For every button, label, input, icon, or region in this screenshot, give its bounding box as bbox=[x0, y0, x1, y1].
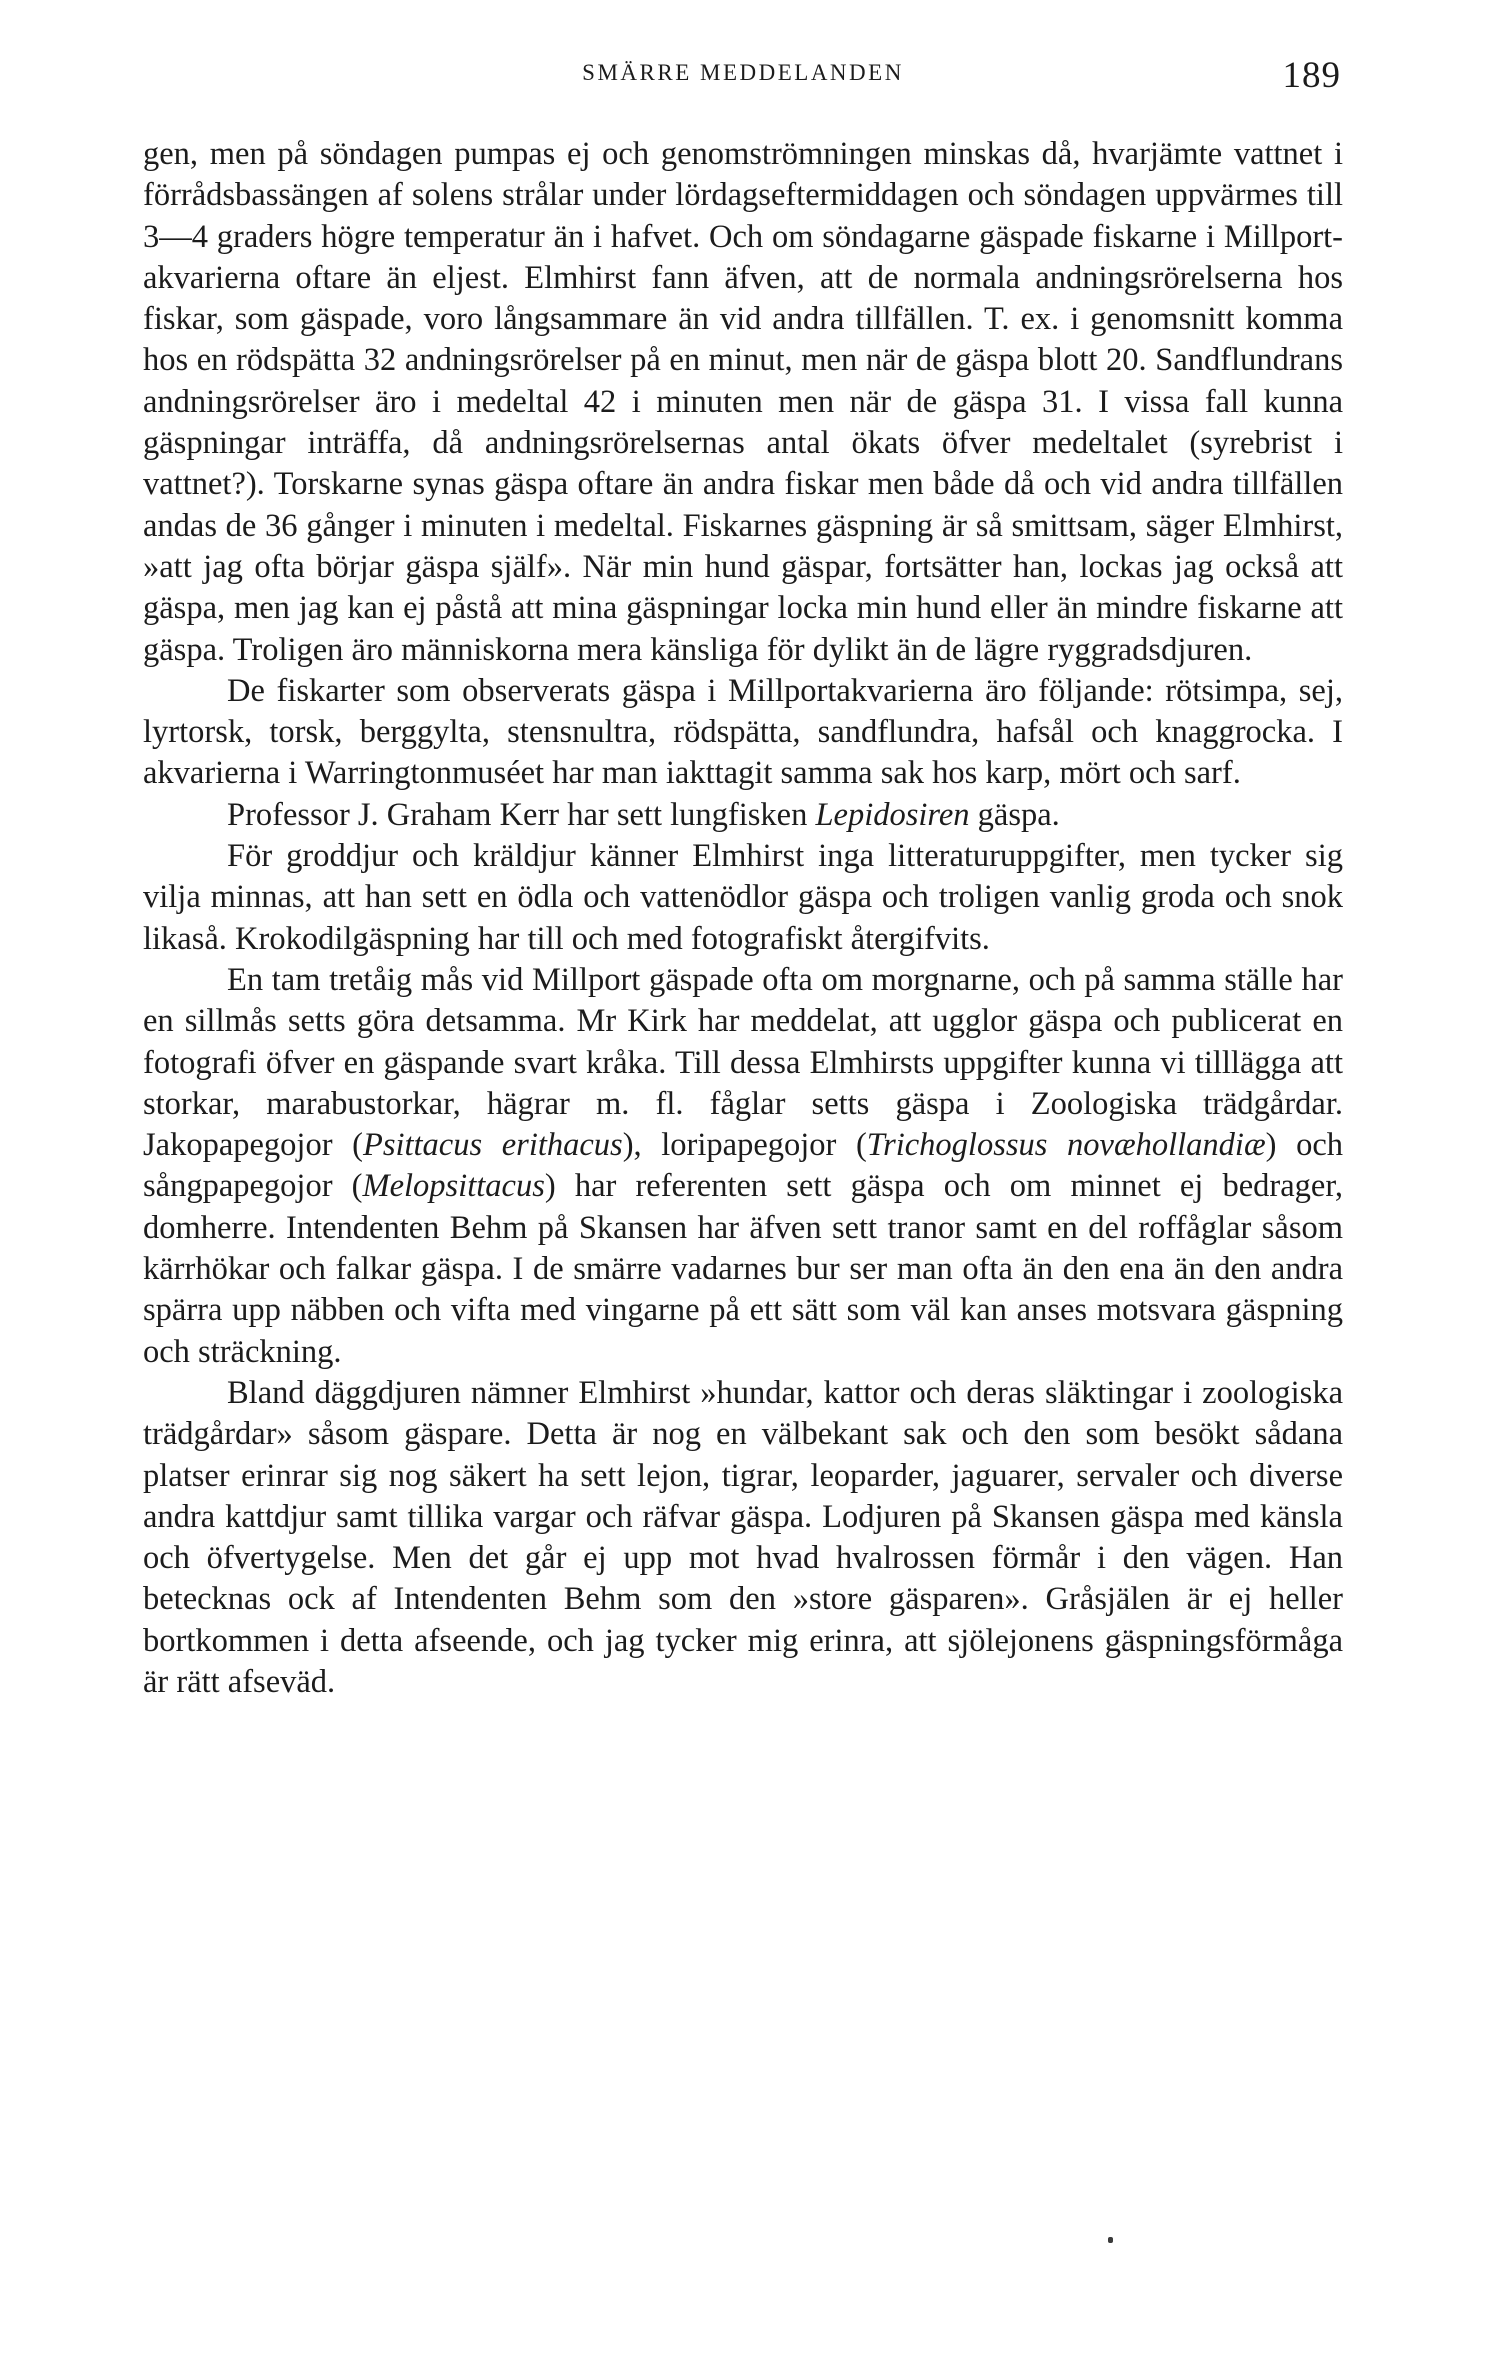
paragraph-4: För groddjur och kräldjur känner Elmhirst inga litteraturuppgifter, men tycker sig vilja minnas, att han sett en ödla och vattenödlor gäspa och troligen vanlig groda och snok likaså. Krokodilgäspning har till och med fotografiskt återgifvits. bbox=[143, 838, 1343, 957]
paragraph-5-text-2: ), loripapegojor ( bbox=[622, 1127, 867, 1164]
paragraph-5 bbox=[143, 960, 1343, 1373]
ink-speck-mark bbox=[1108, 2237, 1113, 2243]
running-title: SMÄRRE MEDDELANDEN bbox=[582, 60, 904, 85]
paragraph-3 bbox=[143, 795, 1343, 836]
paragraph-1: gen, men på söndagen pumpas ej och genomströmningen minskas då, hvarjämte vattnet i förrådsbassängen af solens strålar under lördagseftermiddagen och söndagen uppvärmes till 3—4 graders högre temperatur än i hafvet. Och om söndagarne gäspade fiskarne i Millport-akvarierna oftare än eljest. Elmhirst fann äfven, att de normala andningsrörelserna hos fiskar, som gäspade, voro långsammare än vid andra tillfällen. T. ex. i genomsnitt komma hos en rödspätta 32 andningsrörelser på en minut, men när de gäspa blott 20. Sandflundrans andningsrörelser äro i medeltal 42 i minuten men när de gäspa 31. I vissa fall kunna gäspningar inträffa, då andningsrörelsernas antal ökats öfver medeltalet (syrebrist i vattnet?). Torskarne synas gäspa oftare än andra fiskar men både då och vid andra tillfällen andas de 36 gånger i minuten i medeltal. Fiskarnes gäspning är så smittsam, säger Elmhirst, »att jag ofta börjar gäspa själf». När min hund gäspar, fortsätter han, lockas jag också att gäspa, men jag kan ej påstå att mina gäspningar locka min hund eller än mindre fiskarne att gäspa. Troligen äro människorna mera känsliga för dylikt än de lägre ryggradsdjuren. bbox=[143, 136, 1343, 668]
paragraph-5-text-1: En tam tretåig mås vid Millport gäspade ofta om morgnarne, och på samma ställe har en sillmås setts göra detsamma. Mr Kirk har meddelat, att ugglor gäspa och publicerat en fotografi öfver en gäspande svart kråka. Till dessa Elmhirsts uppgifter kunna vi tilllägga att storkar, marabustorkar, hägrar m. fl. fåglar setts gäspa i Zoologiska trädgårdar. Jakopapegojor ( bbox=[143, 961, 1343, 1164]
paragraph-3-text-end: gäspa. bbox=[969, 796, 1060, 833]
species-name-melopsittacus: Melopsittacus bbox=[362, 1168, 545, 1205]
paragraph-2: De fiskarter som observerats gäspa i Millportakvarierna äro följande: rötsimpa, sej, lyrtorsk, torsk, berggylta, stensnultra, rödspätta, sandflundra, hafsål och knaggrocka. I akvarierna i Warringtonmuséet har man iakttagit samma sak hos karp, mört och sarf. bbox=[143, 672, 1343, 792]
page-number: 189 bbox=[1282, 55, 1341, 96]
species-name-lepidosiren: Lepidosiren bbox=[815, 796, 970, 833]
species-name-psittacus: Psittacus erithacus bbox=[362, 1127, 623, 1164]
paragraph-5-text-3: ) och sångpapegojor ( bbox=[143, 1127, 1344, 1205]
species-name-trichoglossus: Trichoglossus novæhollandiæ bbox=[866, 1127, 1266, 1164]
body-text bbox=[143, 134, 1343, 1703]
paragraph-5-text-4: ) har referenten sett gäspa och om minnet ej bedrager, domherre. Intendenten Behm på Skansen har äfven sett tranor samt en del roffåglar såsom kärrhökar och falkar gäspa. I de smärre vadarnes bur ser man ofta än den ena än den andra spärra upp näbben och vifta med vingarne på ett sätt som väl kan anses motsvara gäspning och sträckning. bbox=[143, 1168, 1343, 1370]
paragraph-6: Bland däggdjuren nämner Elmhirst »hundar, kattor och deras släktingar i zoologiska trädgårdar» såsom gäspare. Detta är nog en välbekant sak och den som besökt sådana platser erinrar sig nog säkert ha sett lejon, tigrar, leoparder, jaguarer, servaler och diverse andra kattdjur samt tillika vargar och räfvar gäspa. Lodjuren på Skansen gäspa med känsla och öfvertygelse. Men det går ej upp mot hvad hvalrossen förmår i den vägen. Han betecknas ock af Intendenten Behm som den »store gäsparen». Gråsjälen är ej heller bortkommen i detta afseende, och jag tycker mig erinra, att sjölejonens gäspningsförmåga är rätt afseväd. bbox=[143, 1374, 1343, 1700]
running-head bbox=[143, 54, 1343, 98]
paragraph-3-text: Professor J. Graham Kerr har sett lungfisken bbox=[227, 796, 816, 833]
